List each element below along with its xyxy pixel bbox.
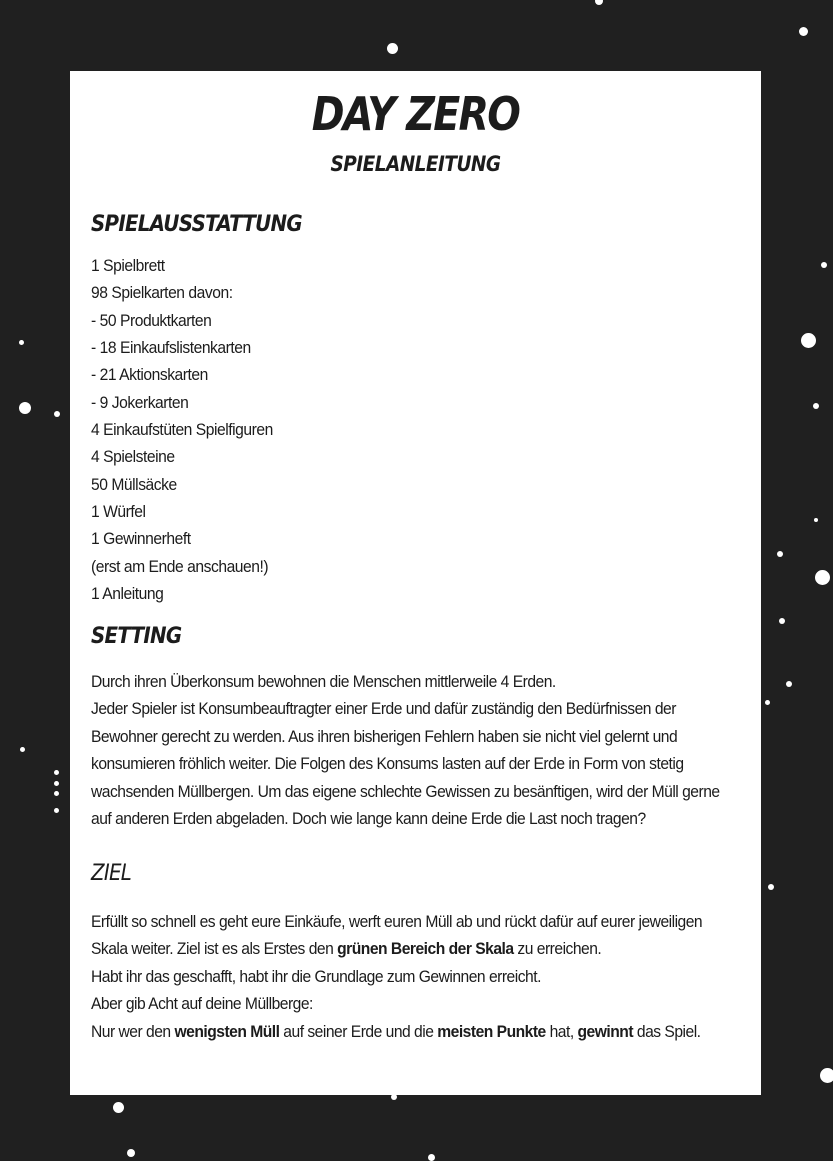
list-item: - 50 Produktkarten: [91, 310, 212, 330]
text-line: Jeder Spieler ist Konsumbeauftragter einer Erde und dafür zuständig den Bedürfnissen der: [91, 699, 676, 719]
text-line: Bewohner gerecht zu werden. Aus ihren bisherigen Fehlern haben sie nicht viel gelernt und: [91, 726, 678, 746]
star-dot: [54, 411, 60, 417]
list-item: 1 Anleitung: [91, 584, 164, 604]
star-dot: [779, 618, 785, 624]
emphasis-green-range: grünen Bereich der Skala: [337, 939, 514, 959]
text-segment: zu erreichen.: [513, 939, 602, 959]
goal-heading: ZIEL: [91, 861, 132, 886]
text-segment: auf seiner Erde und die: [279, 1021, 438, 1041]
list-item: 4 Spielsteine: [91, 447, 175, 467]
list-item: - 9 Jokerkarten: [91, 392, 189, 412]
text-line: Aber gib Acht auf deine Müllberge:: [91, 994, 313, 1014]
star-dot: [815, 570, 830, 585]
list-item: 1 Gewinnerheft: [91, 529, 191, 549]
list-item: 1 Würfel: [91, 502, 146, 522]
list-item: - 21 Aktionskarten: [91, 365, 208, 385]
text-line: konsumieren fröhlich weiter. Die Folgen des Konsums lasten auf der Erde in Form von stetig: [91, 754, 684, 774]
star-dot: [387, 43, 398, 54]
emphasis-least-waste: wenigsten Müll: [174, 1021, 280, 1041]
star-dot: [768, 884, 774, 890]
equipment-heading: SPIELAUSSTATTUNG: [91, 212, 302, 237]
star-dot: [54, 791, 59, 796]
text-segment: das Spiel.: [633, 1021, 701, 1041]
star-dot: [801, 333, 816, 348]
list-item: 4 Einkaufstüten Spielfiguren: [91, 420, 273, 440]
goal-paragraph: [91, 908, 735, 1045]
star-dot: [428, 1154, 435, 1161]
text-segment: hat,: [545, 1021, 578, 1041]
star-dot: [54, 808, 59, 813]
star-dot: [786, 681, 792, 687]
list-item: 50 Müllsäcke: [91, 474, 177, 494]
text-segment: Skala weiter. Ziel ist es als Erstes den: [91, 939, 338, 959]
text-line: Erfüllt so schnell es geht eure Einkäufe, werft euren Müll ab und rückt dafür auf eurer jeweiligen: [91, 912, 703, 931]
star-dot: [113, 1102, 124, 1113]
star-dot: [595, 0, 603, 5]
rules-sheet: [70, 71, 761, 1095]
text-line: [91, 935, 735, 962]
star-dot: [814, 518, 818, 522]
star-dot: [777, 551, 783, 557]
text-line: wachsenden Müllbergen. Um das eigene schlechte Gewissen zu besänftigen, wird der Müll gerne: [91, 781, 720, 801]
document-subtitle: SPIELANLEITUNG: [330, 152, 501, 176]
setting-paragraph: [91, 668, 735, 832]
text-line: Durch ihren Überkonsum bewohnen die Menschen mittlerweile 4 Erden.: [91, 672, 556, 691]
game-title: DAY ZERO: [311, 87, 520, 141]
list-item: - 18 Einkaufslistenkarten: [91, 338, 251, 358]
text-segment: Nur wer den: [91, 1021, 175, 1041]
text-line: auf anderen Erden abgeladen. Doch wie lange kann deine Erde die Last noch tragen?: [91, 809, 646, 829]
star-dot: [54, 781, 59, 786]
star-dot: [19, 402, 31, 414]
equipment-list: [91, 252, 273, 607]
list-item: 98 Spielkarten davon:: [91, 283, 233, 303]
text-line: Habt ihr das geschafft, habt ihr die Grundlage zum Gewinnen erreicht.: [91, 966, 541, 986]
list-item: 1 Spielbrett: [91, 256, 165, 275]
star-dot: [54, 770, 59, 775]
star-dot: [813, 403, 819, 409]
text-line: [91, 1018, 735, 1045]
star-dot: [820, 1068, 833, 1083]
list-item: (erst am Ende anschauen!): [91, 556, 269, 576]
star-dot: [821, 262, 827, 268]
star-dot: [799, 27, 808, 36]
emphasis-wins: gewinnt: [577, 1021, 634, 1041]
star-dot: [19, 340, 24, 345]
emphasis-most-points: meisten Punkte: [437, 1021, 546, 1041]
star-dot: [765, 700, 770, 705]
star-dot: [127, 1149, 135, 1157]
setting-heading: SETTING: [91, 624, 182, 649]
star-dot: [20, 747, 25, 752]
